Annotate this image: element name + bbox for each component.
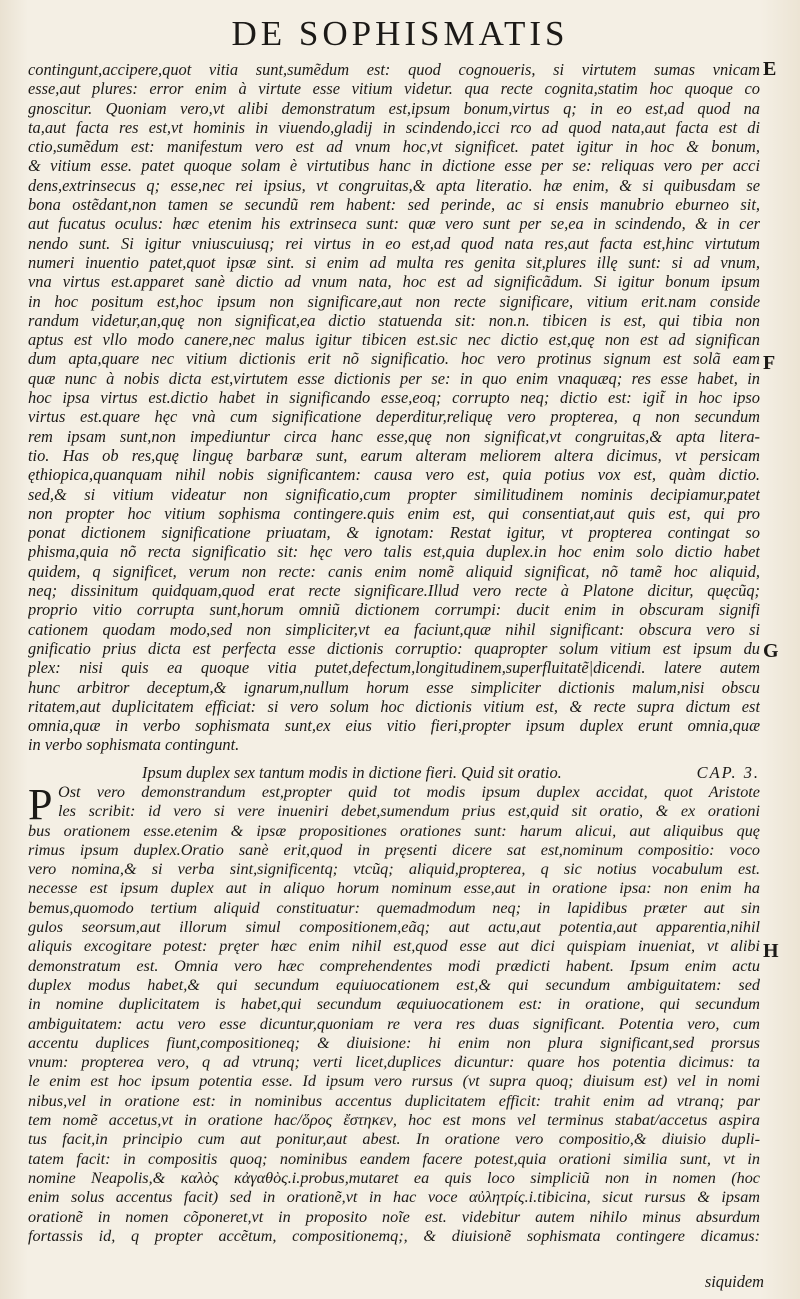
- chapter-text-line: tem nomẽ accetus,vt in oratione hac/ὅρος ἔστηκεν, hoc est mons vel terminus stabat/accetus aspira: [28, 1111, 760, 1130]
- text-line: sed,& si vitium videatur non significatio,cum propter similitudinem nominis decipiamur,patet: [28, 484, 760, 504]
- chapter-text-line: bemus,quomodo tertium aliquid constituatur: quemadmodum neq; in lapidibus præter aut sin: [28, 898, 760, 917]
- chapter-text-line: necesse est ipsum duplex aut in aliquo horum nominum esse,aut in oratione ipsa: non enim ha: [28, 879, 760, 898]
- chapter-text-line: in nomine duplicitatem is habet,qui secundum æquiuocationem est: in oratione, qui secundum: [28, 995, 760, 1014]
- chapter-text-line: vnum: propterea vero, q ad vtrunq; verti licet,duplices dicuntur: quare hos potentia dicimus: ta: [28, 1053, 760, 1072]
- chapter-text-line: aliquis excogitare potest: pręter hæc enim nihil est,quod esse aut dici quispiam inueniat, vt alibi: [28, 937, 760, 956]
- chapter-text-line: nomine Neapolis,& καλὸς κἀγαθὸς.i.probus,mutaret ea quis loco simpliciũ non in nomen (hoc: [28, 1168, 760, 1187]
- text-line: contingunt,accipere,quot vitia sunt,sumẽdum est: quod cognoueris, si virtutem sumas vnicam: [28, 60, 760, 79]
- margin-marker-f: F: [763, 352, 776, 374]
- margin-marker-h: H: [763, 940, 779, 962]
- text-line: numeri inuentio patet,quot ipsæ sint. si enim ad multa res genita sit,plures illę sunt: si ad vnum,: [28, 252, 760, 272]
- text-line: ritatem,aut duplicitatem efficiat: si vero solum hoc dictionis vitium est, & recte supra dictum est: [28, 696, 760, 716]
- chapter-text-line: nibus,vel in oratione est: in nominibus accentus duplicitatem efficit: trahit enim ad vtranq; par: [28, 1091, 760, 1110]
- text-line: ctio,sumẽdum est: manifestum vero est ad vnum hoc,vt significet. patet igitur in hoc & bonum,: [28, 137, 760, 157]
- text-line: ta,aut facta res est,vt hominis in viuendo,gladij in scindendo,icci rco ad quod nata,aut facta est di: [28, 117, 760, 137]
- chapter-text-line: demonstratum est. Omnia vero hæc comprehendentes modi prædicti habent. Ipsum enim actu: [28, 956, 760, 975]
- text-line: hoc ipsa virtus est.dictio habet in significando esse,eoq; corrupto neq; dictio est: igit̃ in hoc ipso: [28, 388, 760, 408]
- margin-marker-e: E: [763, 58, 777, 80]
- text-line: tio. Has ob res,quę linguę barbaræ sunt, earum alteram meliorem altera dicimus, vt persicam: [28, 445, 760, 465]
- running-header: DE SOPHISMATIS: [231, 14, 569, 53]
- body-text: [28, 60, 760, 755]
- text-line: ponat dictionem significatione priuatam, & ignotam: Restat igitur, vt propterea contingat so: [28, 523, 760, 543]
- text-line: ęthiopica,quanquam nihil nobis significantem: causa vero est, quia potius vox est, quàm dictio.: [28, 465, 760, 485]
- text-line: neq; dissinitum quidquam,quod erat recte significare.Illud vero recte à Platone dicitur, quęcũq;: [28, 581, 760, 601]
- catchword: siquidem: [704, 1272, 764, 1291]
- text-line: phisma,quia nõ recta significatio sit: hęc vero talis est,quia duplex.in hoc enim solo dictio habet: [28, 542, 760, 562]
- text-line: rem ipsam sunt,non impediuntur circa hanc esse,quę non significat,vt congruitas,& apta litera-: [28, 426, 760, 446]
- text-line: omnia,quæ in verbo sophismata sunt,ex eius vitio fieri,propter ipsum duplex erunt omnia,quæ: [28, 716, 760, 736]
- text-line: nendo sunt. Si igitur vniuscuiusq; rei virtus in eo est,ad quod nata res,aut facta est,hinc virtutum: [28, 233, 760, 253]
- text-line: bona ostẽdant,non tamen se secundũ rem habent: sed perinde, ac si ensis manubrio eburneo sit,: [28, 195, 760, 215]
- chapter-text-line: orationẽ in nomen cõponeret,vt in proposito noĩe est. videbitur autem nihilo minus absurdum: [28, 1207, 760, 1226]
- text-line: in verbo sophismata contingunt.: [28, 735, 240, 755]
- text-line: dens,extrinsecus q; esse,nec rei ipsius, vt congruitas,& apta literatio. hæ enim, & si quibusdam se: [28, 175, 760, 195]
- text-line: aptus est vllo modo canere,nec malus igitur tibicen est.sic nec dictio est,quę non est ad significan: [28, 330, 760, 350]
- text-line: non propter hoc vitium sophisma contingere.quis enim est, qui consentiat,aut quis est, qui pro: [28, 503, 760, 523]
- text-line: & vitium esse. patet quoque solam è virtutibus hanc in dictione esse per se: reliquas vero per acci: [28, 156, 760, 176]
- chapter-text-line: enim solus accentus facit) sed in orationẽ,vt in hac voce αὐλητρίς.i.tibicina, sicut rursus & ipsam: [28, 1188, 760, 1207]
- chapter-text-line: fortassis id, q propter accẽtum, compositionemq;, & diuisionẽ sophismata contingere dicamus:: [28, 1226, 760, 1245]
- drop-capital: P: [28, 780, 53, 829]
- chapter-text-line: duplex modus habet,& qui secundum equiuocationem est,& qui secundum ambiguitatem: sed: [28, 975, 760, 994]
- chapter-text-line: gulos seorsum,aut illorum simul compositionem,eãq; aut actu,aut potentia,aut apparentia,nihil: [28, 918, 760, 937]
- text-line: in hoc positum est,hoc ipsum non significare,aut non recte significare, vitium erit.nam conside: [28, 291, 760, 311]
- chapter-text-line: ambiguitatem: actu vero esse dicuntur,quoniam re vera res duas significant. Potentia vero, cum: [28, 1014, 760, 1033]
- text-line: gnoscitur. Quoniam vero,vt alibi demonstratum est,ipsum bonum,virtus q; in eo est,ad quod na: [28, 98, 760, 118]
- text-line: virtus est.quare hęc vnà cum significatione deperditur,reliquę vero propterea, q non secundum: [28, 407, 760, 427]
- chapter-text: [28, 780, 760, 1246]
- text-line: dum apta,quare nec vitium dictionis erit nõ significatio. hoc vero protinus signum est solã eam: [28, 349, 760, 369]
- text-line: plex: nisi quis ea quoque vitia putet,defectum,longitudinem,superfluitatẽ|dicendi. latere autem: [28, 658, 760, 678]
- chapter-text-line: rimus ipsum duplex.Oratio sanè erit,quod in pręsenti dicere sat est,nominum compositio: voco: [28, 840, 760, 859]
- chapter-number: CAP. 3.: [696, 763, 760, 782]
- chapter-text-line: vero nomina,& si verba sint,significentq; vtcũq; aliquid,propterea, q sic notius vocabulum est.: [28, 860, 760, 879]
- text-line: quidem, q significet, verum non recte: canis enim nomẽ aliquid significat, nõ tamẽ hoc aliquid,: [28, 561, 760, 581]
- text-line: aut fucatus oculus: hæc etenim his extrinseca sunt: quæ vero sunt per se,ea in scindendo, & in cer: [28, 214, 760, 234]
- text-line: cationem quodam modo,sed non simpliciter,vt ea faciunt,quæ nihil significant: obscura vero si: [28, 619, 760, 639]
- text-line: randum videtur,an,quę non significat,ea dictio statuenda sit: non.n. tibicen is est, qui tibia non: [28, 310, 760, 330]
- chapter-text-line: bus orationem esse.etenim & ipsæ propositiones orationes sunt: harum alicui, aut aliquibus quę: [28, 821, 760, 840]
- chapter-text-line: accentu duplices fiunt,compositioneq; & diuisione: hi enim non plura significant,sed prorsus: [28, 1033, 760, 1052]
- margin-marker-g: G: [763, 640, 779, 662]
- text-line: quæ nunc à nobis dicta est,virtutem esse dictionis per se: in quo enim vnaquæq; res esse habet, in: [28, 368, 760, 388]
- text-line: hunc arbitror deceptum,& ignarum,nullum horum esse simpliciter dictionis malum,nisi obscu: [28, 677, 760, 697]
- text-line: proprio vitio corrupta sunt,horum omniũ dictionem corrumpi: ducit enim in obscuram signifi: [28, 600, 760, 620]
- chapter-text-line: Ost vero demonstrandum est,propter quid tot modis ipsum duplex accidat, quot Aristote: [58, 783, 760, 801]
- chapter-text-line: tatem facit: in compositis quoq; nominibus eandem facere potest,quia orationi similia sunt, vt in: [28, 1149, 760, 1168]
- chapter-text-line: les scribit: id vero si vere inueniri debet,sumendum prius est,quid sit oratio, & ex orationi: [58, 802, 760, 821]
- chapter-heading: [28, 762, 760, 784]
- text-line: gnificatio prius dicta est perfecta esse dictionis corruptio: quapropter solum vitium est ipsum du: [28, 638, 760, 658]
- chapter-title: Ipsum duplex sex tantum modis in dictione fieri. Quid sit oratio.: [142, 763, 562, 782]
- chapter-text-line: tus facit,in principio cum aut ponitur,aut abest. In oratione vero compositio,& diuisio dupli-: [28, 1130, 760, 1149]
- chapter-text-line: le enim est hoc ipsum potentia esse. Id ipsum vero rursus (vt supra quoq; diuisum est) vel in nomi: [28, 1072, 760, 1091]
- text-line: vna virtus est.apparet sanè dictio ad vnum nata, hoc est ad significãdum. Si igitur bonum ipsum: [28, 272, 760, 292]
- text-line: esse,aut plures: error enim à virtute esse vitium videtur. qua recte cognita,statim hoc quoque co: [28, 79, 760, 99]
